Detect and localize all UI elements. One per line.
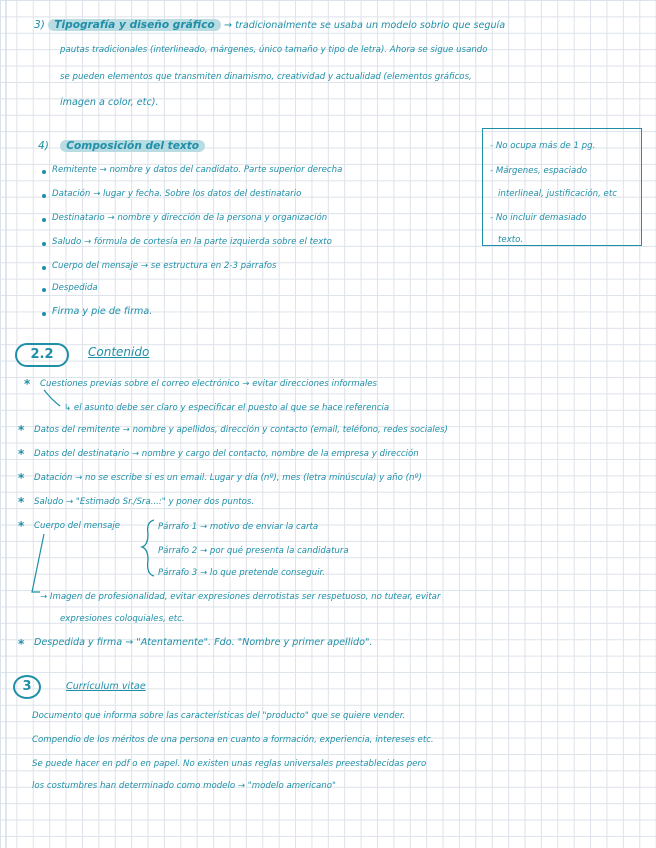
asterisk-icon: * bbox=[18, 495, 25, 509]
contenido-bullet: Saludo → "Estimado Sr./Sra...:" y poner dos puntos. bbox=[34, 497, 255, 507]
asterisk-icon: * bbox=[18, 519, 25, 533]
cv-line: Se puede hacer en pdf o en papel. No existen unas reglas universales preestablecidas pero bbox=[32, 759, 427, 769]
despedida-line: Despedida y firma → "Atentamente". Fdo. "Nombre y primer apellido". bbox=[34, 637, 373, 648]
bullet-dot bbox=[42, 312, 46, 316]
section-4-item: Despedida bbox=[52, 283, 98, 293]
contenido-bullet: Cuestiones previas sobre el correo electrónico → evitar direcciones informales bbox=[40, 379, 377, 389]
section-4-item: Datación → lugar y fecha. Sobre los datos del destinatario bbox=[52, 189, 302, 199]
section-4-title: Composición del texto bbox=[60, 140, 205, 152]
section-4-heading bbox=[38, 139, 205, 153]
section-2-2-title: Contenido bbox=[88, 345, 150, 359]
asterisk-icon: * bbox=[24, 377, 31, 391]
paragraph-item: Párrafo 3 → lo que pretende conseguir. bbox=[158, 568, 326, 578]
section-4-item: Destinatario → nombre y dirección de la persona y organización bbox=[52, 213, 328, 223]
bullet-dot bbox=[42, 194, 46, 198]
notes-box-line: - Márgenes, espaciado bbox=[490, 166, 588, 176]
cv-line: Compendio de los méritos de una persona en cuanto a formación, experiencia, intereses etc. bbox=[32, 735, 434, 745]
section-cv-number: 3 bbox=[13, 675, 41, 699]
cv-line: Documento que informa sobre las características del "producto" que se quiere vender. bbox=[32, 711, 406, 721]
section-3-title: Tipografía y diseño gráfico bbox=[48, 19, 220, 31]
notes-box-line: texto. bbox=[498, 235, 524, 245]
section-2-2-number: 2.2 bbox=[15, 343, 69, 367]
curly-brace-icon bbox=[142, 520, 154, 576]
notes-box-line: interlineal, justificación, etc bbox=[498, 189, 617, 199]
bullet-dot bbox=[42, 288, 46, 292]
section-3-line-4: imagen a color, etc). bbox=[60, 97, 159, 108]
bullet-dot bbox=[42, 266, 46, 270]
contenido-bullet: Datos del destinatario → nombre y cargo del contacto, nombre de la empresa y dirección bbox=[34, 449, 419, 459]
section-3-line-2: pautas tradicionales (interlineado, márgenes, único tamaño y tipo de letra). Ahora se sigue usando bbox=[60, 45, 488, 55]
section-3-text-1: → tradicionalmente se usaba un modelo sobrio que seguía bbox=[224, 20, 506, 31]
section-cv-title: Currículum vitae bbox=[66, 681, 146, 692]
section-4-item: Remitente → nombre y datos del candidato. Parte superior derecha bbox=[52, 165, 343, 175]
bullet-dot bbox=[42, 242, 46, 246]
asterisk-icon: * bbox=[18, 423, 25, 437]
section-4-item: Saludo → fórmula de cortesía en la parte izquierda sobre el texto bbox=[52, 237, 332, 247]
paragraph-item: Párrafo 2 → por qué presenta la candidatura bbox=[158, 546, 349, 556]
contenido-subline: ↳ el asunto debe ser claro y especificar el puesto al que se hace referencia bbox=[64, 403, 390, 413]
curved-arrow-icon bbox=[44, 390, 60, 406]
notes-box-line: - No ocupa más de 1 pg. bbox=[490, 141, 596, 151]
asterisk-icon: * bbox=[18, 447, 25, 461]
asterisk-icon: * bbox=[18, 637, 25, 651]
section-4-item: Firma y pie de firma. bbox=[52, 306, 153, 317]
bullet-dot bbox=[42, 170, 46, 174]
paragraph-item: Párrafo 1 → motivo de enviar la carta bbox=[158, 522, 319, 532]
imagen-line-1: → Imagen de profesionalidad, evitar expresiones derrotistas ser respetuoso, no tutear, evitar bbox=[40, 592, 441, 602]
contenido-bullet: Datación → no se escribe si es un email. Lugar y día (nº), mes (letra minúscula) y año (nº) bbox=[34, 473, 422, 483]
elbow-arrow-icon bbox=[32, 534, 44, 592]
bullet-dot bbox=[42, 218, 46, 222]
contenido-bullet: Datos del remitente → nombre y apellidos, dirección y contacto (email, teléfono, redes sociales) bbox=[34, 425, 448, 435]
asterisk-icon: * bbox=[18, 471, 25, 485]
section-3-label: 3) bbox=[34, 19, 45, 31]
section-3-line-3: se pueden elementos que transmiten dinamismo, creatividad y actualidad (elementos gráficos, bbox=[60, 72, 472, 82]
section-4-label: 4) bbox=[38, 140, 49, 152]
notes-box-line: - No incluir demasiado bbox=[490, 213, 587, 223]
imagen-line-2: expresiones coloquiales, etc. bbox=[60, 614, 185, 624]
section-3-line-1 bbox=[34, 18, 505, 33]
cv-line: los costumbres han determinado como modelo → "modelo americano" bbox=[32, 781, 336, 791]
cuerpo-label: Cuerpo del mensaje bbox=[34, 521, 121, 531]
section-4-item: Cuerpo del mensaje → se estructura en 2-3 párrafos bbox=[52, 261, 277, 271]
